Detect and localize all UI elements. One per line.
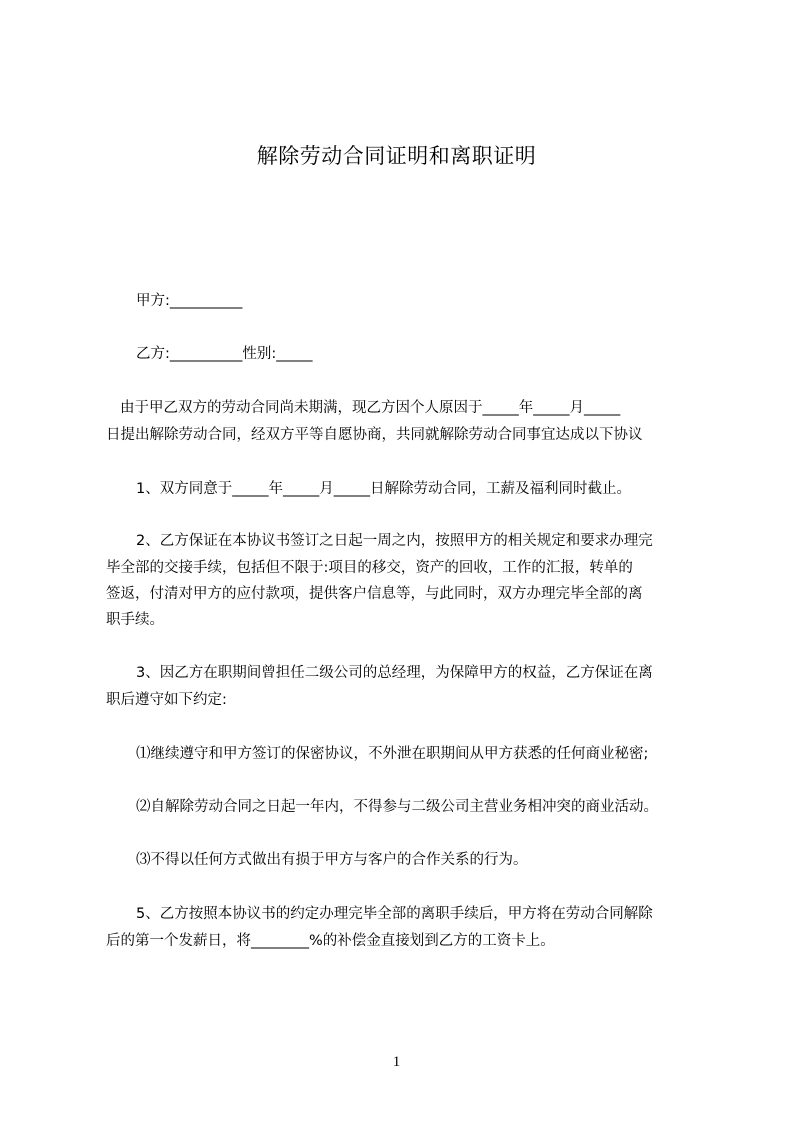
clause-3-line-2: 职后遵守如下约定: [106, 692, 227, 708]
intro-line-1: 由于甲乙双方的劳动合同尚未期满，现乙方因个人原因于_____年_____月_____ [120, 400, 621, 416]
clause-2-line-4: 职手续。 [106, 612, 164, 628]
clause-3-line-1: 3、因乙方在职期间曾担任二级公司的总经理，为保障甲方的权益，乙方保证在离 [136, 665, 653, 681]
clause-1: 1、双方同意于_____年_____月_____日解除劳动合同，工薪及福利同时截止。 [136, 481, 631, 497]
party-a-line: 甲方:__________ [136, 293, 243, 309]
sub-item-3: ⑶不得以任何方式做出有损于甲方与客户的合作关系的行为。 [136, 852, 528, 868]
clause-5-line-2: 后的第一个发薪日，将________%的补偿金直接划到乙方的工资卡上。 [106, 933, 555, 949]
clause-2-line-2: 毕全部的交接手续，包括但不限于:项目的移交，资产的回收，工作的汇报，转单的 [106, 560, 633, 576]
intro-line-2: 日提出解除劳动合同，经双方平等自愿协商，共同就解除劳动合同事宜达成以下协议 [106, 427, 643, 443]
party-b-line: 乙方:__________性别:_____ [136, 346, 313, 362]
sub-item-1: ⑴继续遵守和甲方签订的保密协议，不外泄在职期间从甲方获悉的任何商业秘密; [136, 746, 649, 762]
page-number: 1 [392, 1054, 401, 1070]
clause-2-line-1: 2、乙方保证在本协议书签订之日起一周之内，按照甲方的相关规定和要求办理完 [136, 533, 653, 549]
clause-5-line-1: 5、乙方按照本协议书的约定办理完毕全部的离职手续后，甲方将在劳动合同解除 [136, 906, 653, 922]
sub-item-2: ⑵自解除劳动合同之日起一年内，不得参与二级公司主营业务相冲突的商业活动。 [136, 799, 658, 815]
document-title: 解除劳动合同证明和离职证明 [256, 144, 537, 168]
clause-2-line-3: 签返，付清对甲方的应付款项，提供客户信息等，与此同时，双方办理完毕全部的离 [106, 586, 643, 602]
